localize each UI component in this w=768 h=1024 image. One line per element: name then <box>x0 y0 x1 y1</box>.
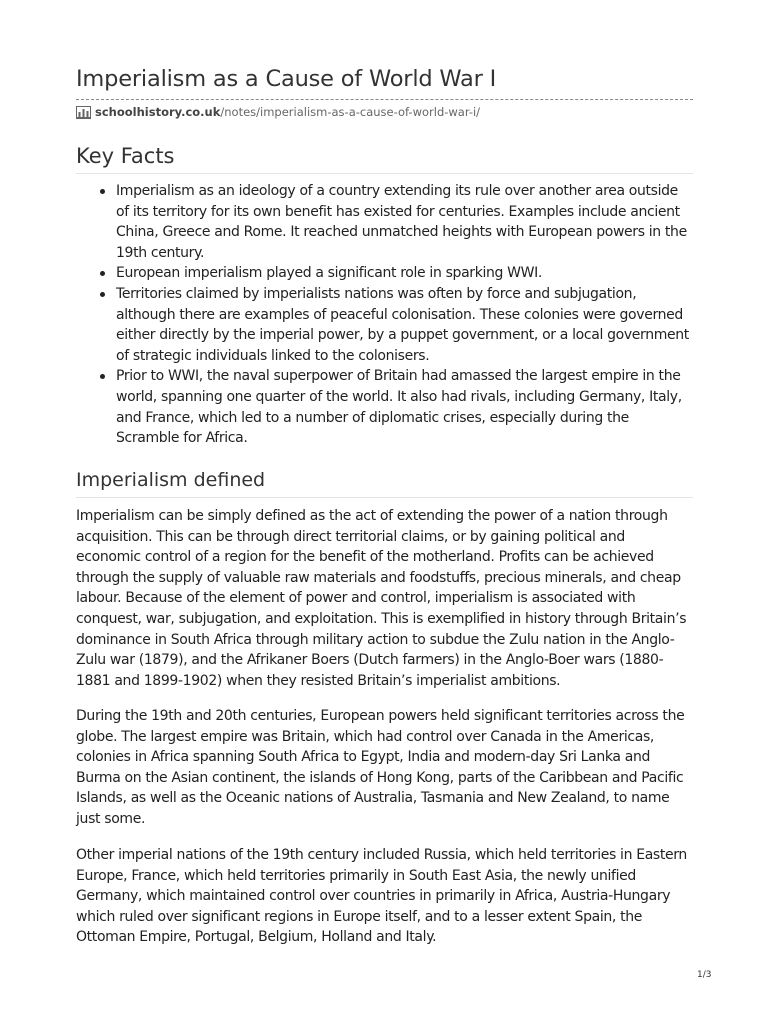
paragraph: During the 19th and 20th centuries, European powers held significant territories across the globe. The largest empire was Britain, which had control over Canada in the Americas, colonies in Africa spanning South Africa to Egypt, India and modern-day Sri Lanka and Burma on the Asian continent, the islands of Hong Kong, parts of the Caribbean and Pacific Islands, as well as the Oceanic nations of Australia, Tasmania and New Zealand, to name just some. <box>76 708 685 827</box>
document-title: Imperialism as a Cause of World War I <box>76 66 497 92</box>
key-facts-divider <box>76 173 693 174</box>
key-facts-list <box>76 181 693 449</box>
source-domain[interactable]: schoolhistory.co.uk <box>95 105 221 119</box>
list-item: Prior to WWI, the naval superpower of Britain had amassed the largest empire in the world, spanning one quarter of the world. It also had rivals, including Germany, Italy, and France, which led to a number of diplomatic crises, especially during the Scramble for Africa. <box>116 366 693 448</box>
page-number: 1/3 <box>697 970 712 980</box>
title-divider <box>76 99 693 100</box>
imperialism-defined-heading: Imperialism defined <box>76 469 266 491</box>
paragraph: Imperialism can be simply defined as the act of extending the power of a nation through acquisition. This can be through direct territorial claims, or by gaining political and economic control of a region for the benefit of the motherland. Profits can be achieved through the supply of valuable raw materials and foodstuffs, precious minerals, and cheap labour. Because of the element of power and control, imperialism is associated with conquest, war, subjugation, and exploitation. This is exemplified in history through Britain’s dominance in South Africa through military action to subdue the Zulu nation in the Anglo-Zulu war (1879), and the Afrikaner Boers (Dutch farmers) in the Anglo-Boer wars (1880-1881 and 1899-1902) when they resisted Britain’s imperialist ambitions. <box>76 508 687 689</box>
key-facts-heading: Key Facts <box>76 144 175 168</box>
list-item: Imperialism as an ideology of a country extending its rule over another area outside of its territory for its own benefit has existed for centuries. Examples include ancient China, Greece and Rome. It reached unmatched heights with European powers in the 19th century. <box>116 181 693 263</box>
source-path[interactable]: /notes/imperialism-as-a-cause-of-world-war-i/ <box>220 105 481 119</box>
paragraph: Other imperial nations of the 19th century included Russia, which held territories in Eastern Europe, France, which held territories primarily in South East Asia, the newly unified Germany, which maintained control over countries in primarily in Africa, Austria-Hungary which ruled over significant regions in Europe itself, and to a lesser extent Spain, the Ottoman Empire, Portugal, Belgium, Holland and Italy. <box>76 847 687 946</box>
imperialism-defined-divider <box>76 497 693 498</box>
list-item: European imperialism played a significant role in sparking WWI. <box>116 263 693 284</box>
source-line[interactable] <box>76 105 480 119</box>
building-chart-icon <box>76 106 91 119</box>
list-item: Territories claimed by imperialists nations was often by force and subjugation, although there are examples of peaceful colonisation. These colonies were governed either directly by the imperial power, by a puppet government, or a local government of strategic individuals linked to the colonisers. <box>116 284 693 366</box>
